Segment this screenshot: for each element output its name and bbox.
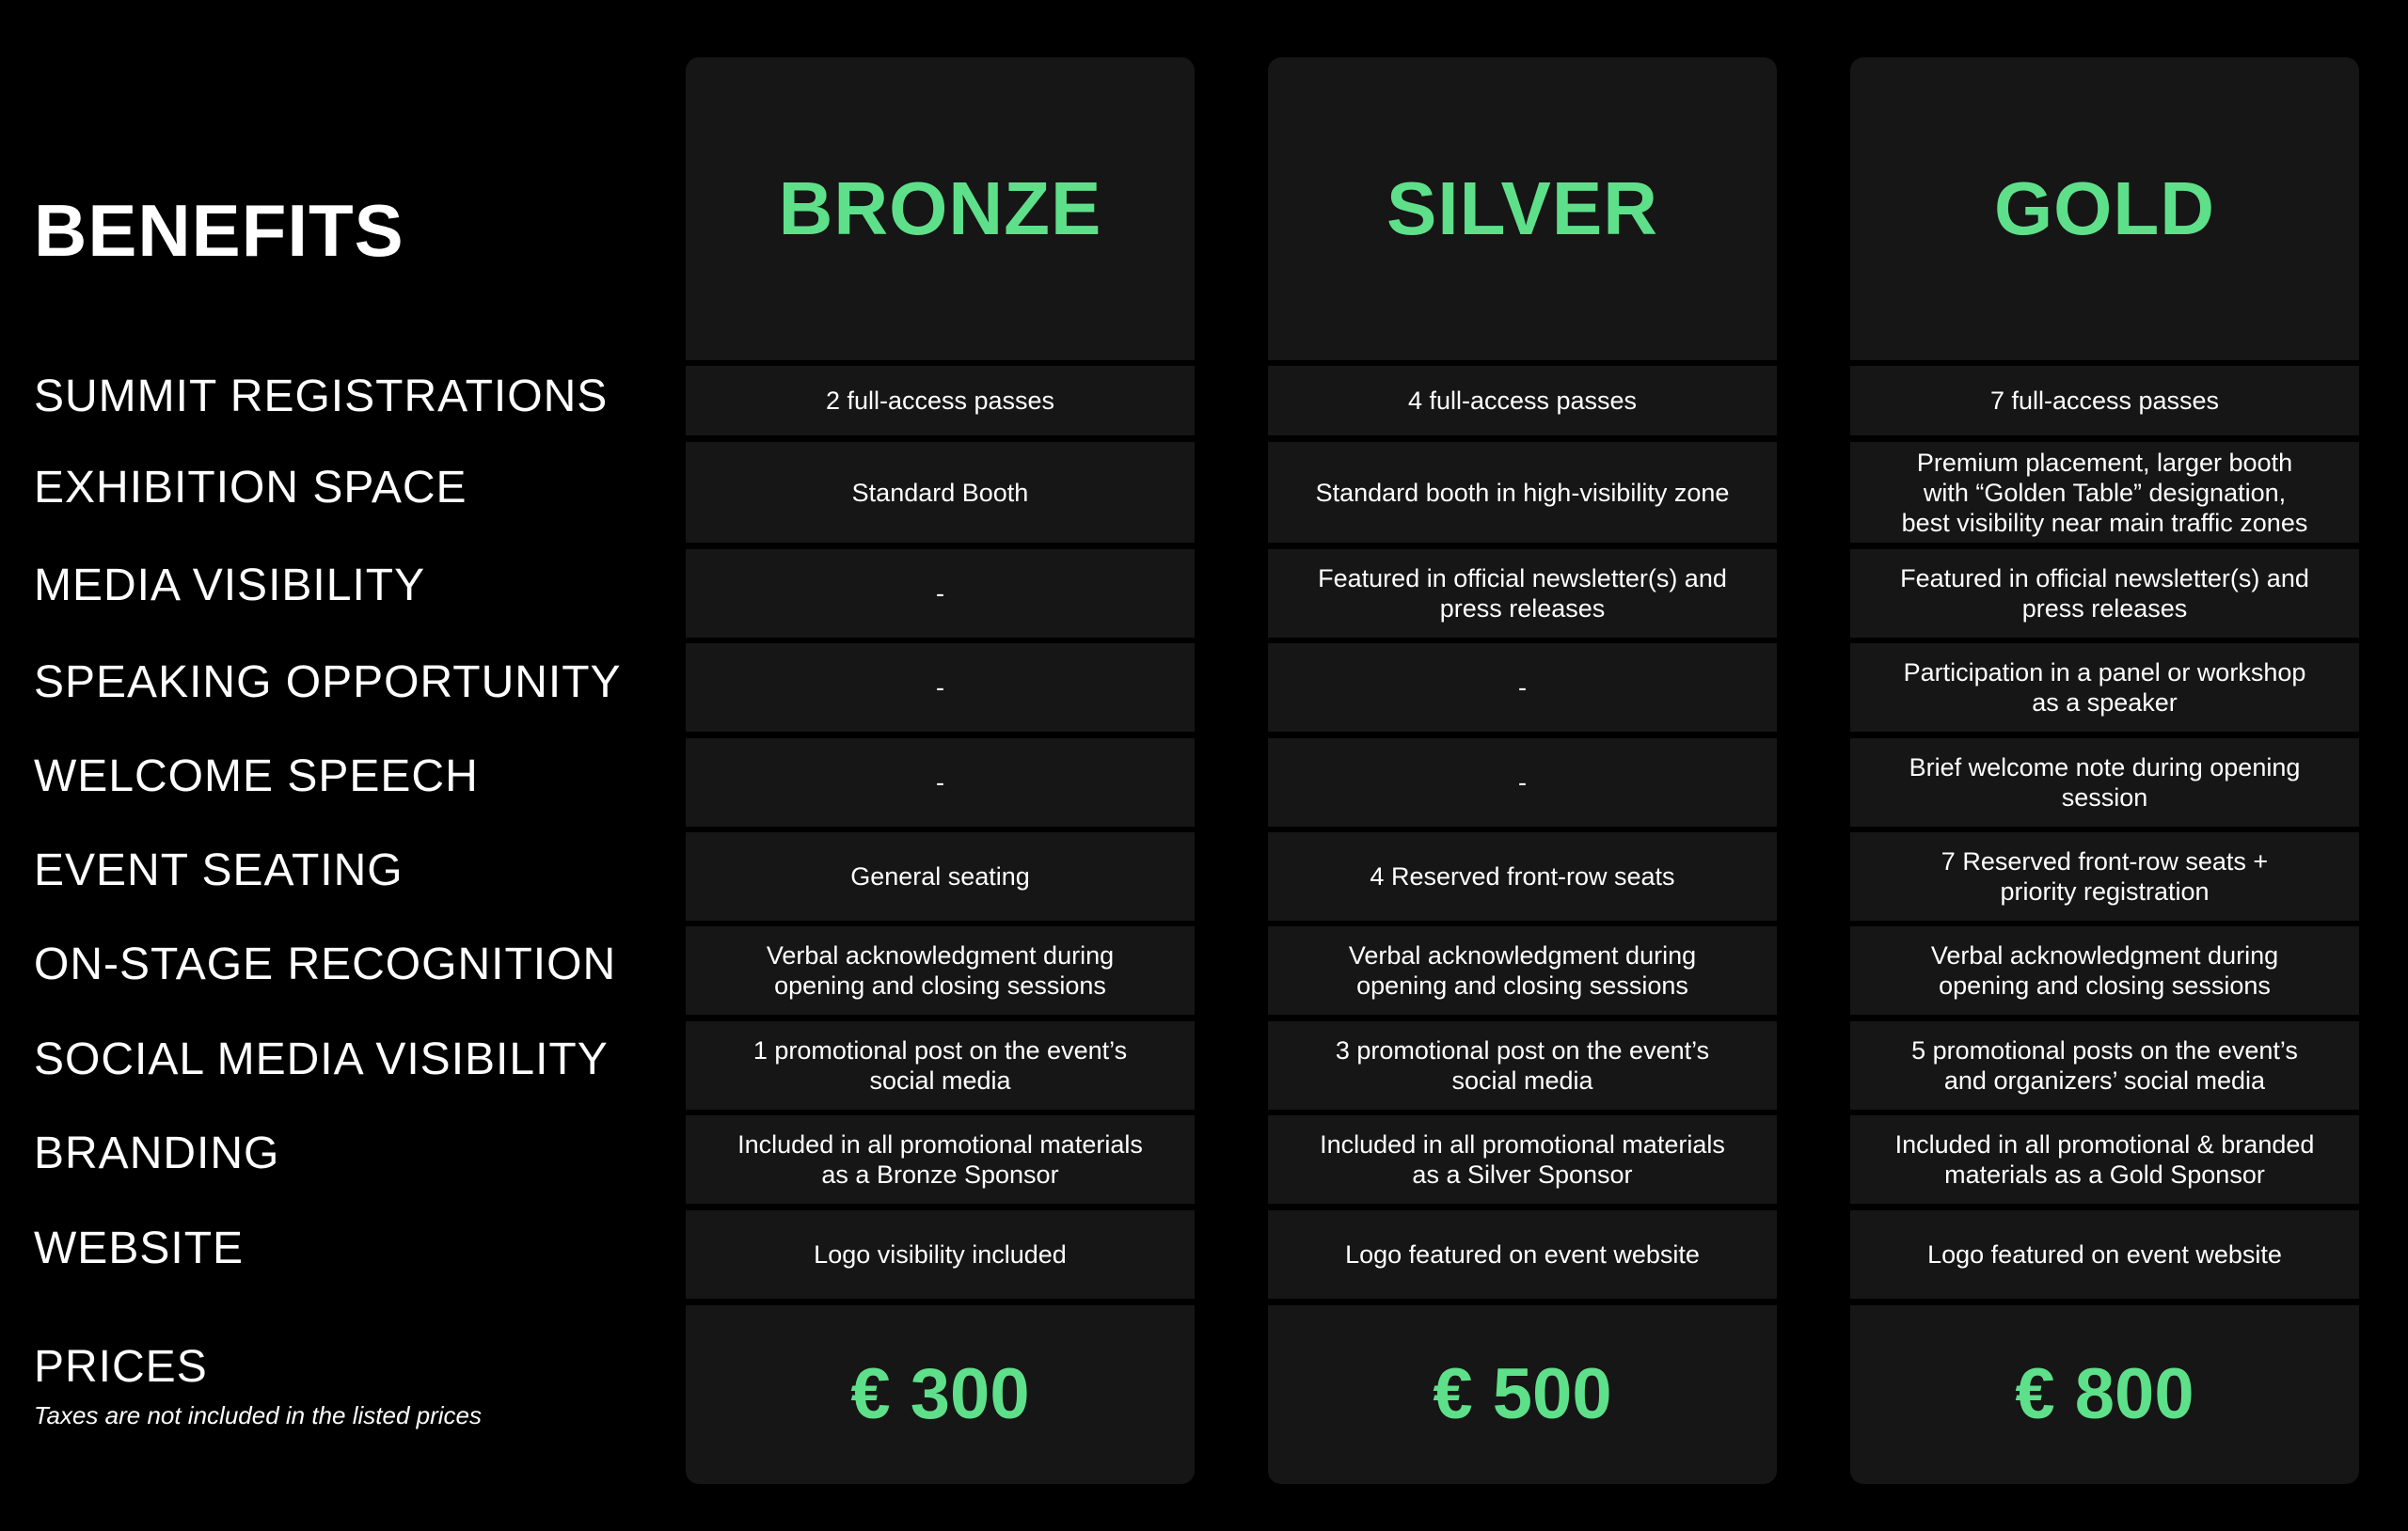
- cell-text: 4 full-access passes: [1407, 387, 1638, 415]
- cell-text: Verbal acknowledgment during opening and closing sessions: [1930, 941, 2279, 1000]
- prices-note: Taxes are not included in the listed prices: [34, 1401, 482, 1429]
- cell-text: -: [1518, 673, 1527, 702]
- cell-text: 4 Reserved front-row seats: [1370, 862, 1675, 891]
- cell-text: Standard Booth: [851, 478, 1029, 507]
- cell-text: General seating: [850, 862, 1030, 891]
- price-cell: [686, 1305, 1195, 1484]
- cell-text: Premium placement, larger booth with “Golden Table” designation, best visibility near main traffic zones: [1901, 448, 2308, 537]
- table-cell: [1268, 926, 1777, 1015]
- table-cell: [1850, 549, 2359, 638]
- tier-header: [1850, 57, 2359, 360]
- table-cell: [1268, 643, 1777, 732]
- table-cell: [1268, 549, 1777, 638]
- table-cell: [1850, 738, 2359, 827]
- price-value: € 800: [2015, 1354, 2194, 1434]
- table-cell: [1850, 1210, 2359, 1299]
- cell-text: Verbal acknowledgment during opening and closing sessions: [766, 941, 1115, 1000]
- cell-text: 2 full-access passes: [825, 387, 1055, 415]
- cell-text: -: [936, 768, 944, 797]
- tier-name: BRONZE: [778, 166, 1102, 250]
- table-cell: [686, 1115, 1195, 1204]
- table-cell: [686, 643, 1195, 732]
- tier-name: GOLD: [1993, 166, 2216, 250]
- tier-header: [686, 57, 1195, 360]
- cell-text: 1 promotional post on the event’s social media: [752, 1036, 1128, 1095]
- cell-text: 5 promotional posts on the event’s and organizers’ social media: [1911, 1036, 2298, 1095]
- table-cell: [1268, 738, 1777, 827]
- cell-text: Logo visibility included: [814, 1240, 1067, 1269]
- cell-text: Standard booth in high-visibility zone: [1315, 478, 1730, 507]
- table-cell: [686, 926, 1195, 1015]
- row-label-social-media-visibility: SOCIAL MEDIA VISIBILITY: [34, 1034, 609, 1084]
- price-cell: [1850, 1305, 2359, 1484]
- table-cell: [1268, 1021, 1777, 1110]
- table-cell: [1850, 1115, 2359, 1204]
- price-cell: [1268, 1305, 1777, 1484]
- cell-text: 3 promotional post on the event’s social media: [1335, 1036, 1710, 1095]
- cell-text: -: [936, 673, 944, 702]
- row-label-website: WEBSITE: [34, 1223, 245, 1273]
- cell-text: Featured in official newsletter(s) and press releases: [1900, 564, 2309, 623]
- tier-header: [1268, 57, 1777, 360]
- table-cell: [1268, 1115, 1777, 1204]
- cell-text: Featured in official newsletter(s) and press releases: [1318, 564, 1727, 623]
- table-cell: [686, 832, 1195, 921]
- row-label-welcome-speech: WELCOME SPEECH: [34, 751, 479, 801]
- table-cell: [686, 442, 1195, 543]
- table-cell: [686, 738, 1195, 827]
- cell-text: 7 Reserved front-row seats + priority registration: [1941, 847, 2269, 906]
- table-cell: [1268, 1210, 1777, 1299]
- row-label-summit-registrations: SUMMIT REGISTRATIONS: [34, 371, 609, 421]
- cell-text: Logo featured on event website: [1345, 1240, 1700, 1269]
- table-cell: [686, 1210, 1195, 1299]
- row-label-prices: PRICES: [34, 1342, 208, 1392]
- table-cell: [1850, 643, 2359, 732]
- table-cell: [1850, 366, 2359, 435]
- table-cell: [1268, 442, 1777, 543]
- table-cell: [686, 549, 1195, 638]
- cell-text: -: [936, 579, 944, 608]
- table-cell: [686, 1021, 1195, 1110]
- row-label-on-stage-recognition: ON-STAGE RECOGNITION: [34, 939, 617, 989]
- table-cell: [1268, 832, 1777, 921]
- price-value: € 500: [1433, 1354, 1612, 1434]
- cell-text: Verbal acknowledgment during opening and closing sessions: [1348, 941, 1697, 1000]
- tier-name: SILVER: [1386, 166, 1658, 250]
- table-cell: [1850, 832, 2359, 921]
- table-cell: [1850, 442, 2359, 543]
- table-cell: [686, 366, 1195, 435]
- cell-text: Included in all promotional & branded materials as a Gold Sponsor: [1894, 1130, 2315, 1189]
- cell-text: Participation in a panel or workshop as a speaker: [1903, 658, 2306, 717]
- row-label-speaking-opportunity: SPEAKING OPPORTUNITY: [34, 657, 622, 707]
- price-value: € 300: [850, 1354, 1030, 1434]
- cell-text: Included in all promotional materials as a Silver Sponsor: [1320, 1130, 1725, 1189]
- cell-text: Brief welcome note during opening session: [1909, 753, 2301, 812]
- cell-text: 7 full-access passes: [1989, 387, 2220, 415]
- cell-text: Logo featured on event website: [1927, 1240, 2282, 1269]
- cell-text: Included in all promotional materials as a Bronze Sponsor: [737, 1130, 1143, 1189]
- benefits-title: BENEFITS: [34, 189, 404, 272]
- table-cell: [1850, 926, 2359, 1015]
- cell-text: -: [1518, 768, 1527, 797]
- row-label-exhibition-space: EXHIBITION SPACE: [34, 463, 467, 513]
- table-cell: [1850, 1021, 2359, 1110]
- table-cell: [1268, 366, 1777, 435]
- row-label-branding: BRANDING: [34, 1129, 280, 1178]
- row-label-media-visibility: MEDIA VISIBILITY: [34, 560, 426, 610]
- row-label-event-seating: EVENT SEATING: [34, 845, 404, 895]
